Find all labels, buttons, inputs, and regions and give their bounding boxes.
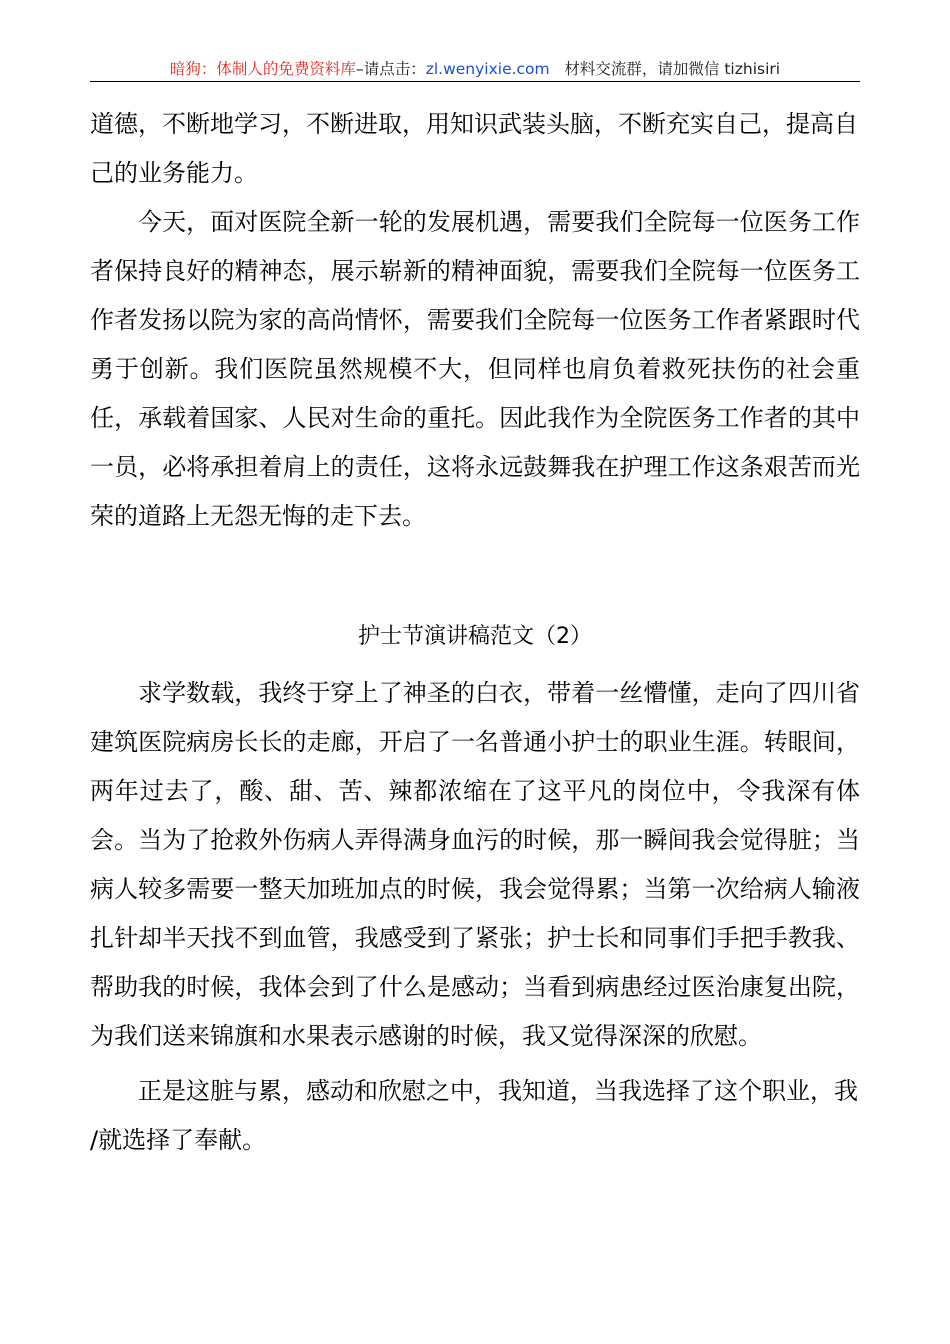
paragraph-line: 道德，不断地学习，不断进取，用知识武装头脑，不断充实自己，提高自 <box>90 110 858 138</box>
paragraph-continued <box>90 100 860 198</box>
section-title: 护士节演讲稿范文（2） <box>358 624 592 649</box>
paragraph-text: 求学数载，我终于穿上了神圣的白衣，带着一丝懵懂，走向了四川省建筑医院病房长长的走廊，开启了一名普通小护士的职业生涯。转眼间，两年过去了，酸、甜、苦、辣都浓缩在了这平凡的岗位中，令我深有体会。当为了抢救外伤病人弄得满身血污的时候，那一瞬间我会觉得脏；当病人较多需要一整天加班加点的时候，我会觉得累；当第一次给病人输液扎针却半天找不到血管，我感受到了紧张；护士长和同事们手把手教我、帮助我的时候，我体会到了什么是感动；当看到病患经过医治康复出院，为我们送来锦旗和水果表示感谢的时候，我又觉得深深的欣慰。 <box>90 679 860 1050</box>
paragraph-line: 己的业务能力。 <box>90 159 258 187</box>
paragraph-line: /就选择了奉献。 <box>90 1126 267 1154</box>
site-name: 暗狗：体制人的免费资料库 <box>169 60 356 78</box>
site-url-link[interactable]: zl.wenyixie.com <box>425 60 550 78</box>
paragraph-today <box>90 198 860 541</box>
paragraph-line: 正是这脏与累，感动和欣慰之中，我知道，当我选择了这个职业，我 <box>138 1077 858 1105</box>
paragraph-dedication <box>90 1067 860 1165</box>
page-header <box>90 58 860 80</box>
click-prompt: –请点击： <box>355 60 426 78</box>
header-divider <box>90 81 860 82</box>
wechat-note: 材料交流群，请加微信 tizhisiri <box>564 60 781 78</box>
paragraph-text: 今天，面对医院全新一轮的发展机遇，需要我们全院每一位医务工作者保持良好的精神态，展示崭新的精神面貌，需要我们全院每一位医务工作者发扬以院为家的高尚情怀，需要我们全院每一位医务工作者紧跟时代勇于创新。我们医院虽然规模不大，但同样也肩负着救死扶伤的社会重任，承载着国家、人民对生命的重托。因此我作为全院医务工作者的其中一员，必将承担着肩上的责任，这将永远鼓舞我在护理工作这条艰苦而光荣的道路上无怨无悔的走下去。 <box>90 208 860 530</box>
paragraph-study <box>90 669 860 1061</box>
